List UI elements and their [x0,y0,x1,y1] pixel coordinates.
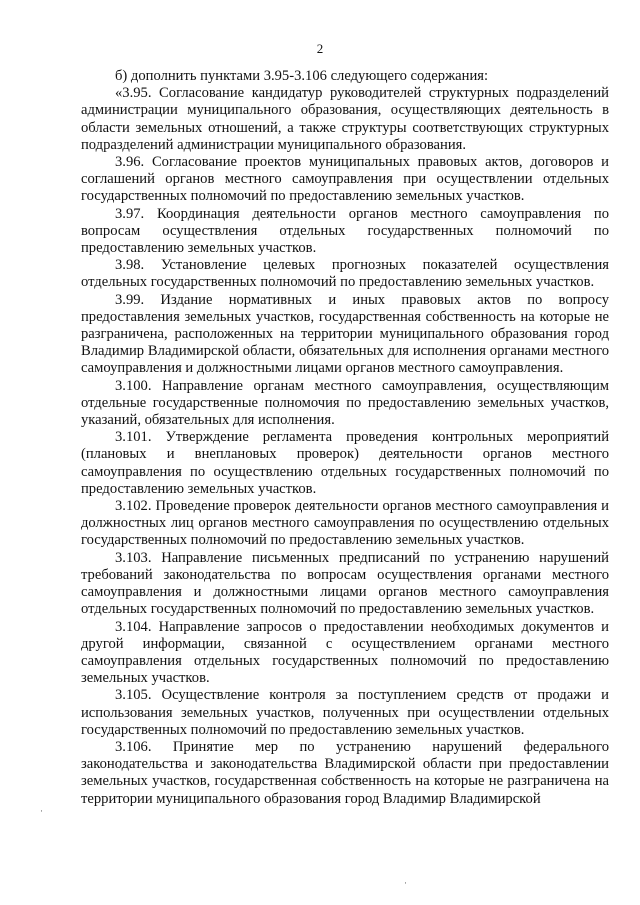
paragraph-3-102: 3.102. Проведение проверок деятельности органов местного самоуправления и должностных лиц органов местного самоуправления по осуществлению отдельных государственных полномочий по предоставлению земельных участков. [81,498,609,549]
paragraph-3-103: 3.103. Направление письменных предписаний по устранению нарушений требований законодательства по вопросам осуществления органами местного самоуправления и должностными лицами органов местного самоуправления отдельных государственных полномочий по предоставлению земельных участков. [81,549,609,618]
paragraph-3-97: 3.97. Координация деятельности органов местного самоуправления по вопросам осуществления отдельных государственных полномочий по предоставлению земельных участков. [81,205,609,257]
scan-speck: · [404,878,407,888]
paragraph-3-96: 3.96. Согласование проектов муниципальных правовых актов, договоров и соглашений органов местного самоуправления при осуществлении отдельных государственных полномочий по предоставлению земельных участков. [81,154,609,205]
page-number: 2 [316,41,324,56]
scan-speck: · [40,806,43,816]
paragraph-3-98: 3.98. Установление целевых прогнозных показателей осуществления отдельных государственных полномочий по предоставлению земельных участков. [81,257,609,291]
paragraph-3-104: 3.104. Направление запросов о предоставлении необходимых документов и другой информации, связанной с осуществлением органами местного самоуправления отдельных государственных полномочий по предоставлению земельных участков. [81,618,609,687]
paragraph-intro: б) дополнить пунктами 3.95-3.106 следующего содержания: [115,68,489,84]
paragraph-3-101: 3.101. Утверждение регламента проведения контрольных мероприятий (плановых и внеплановых проверок) деятельности органов местного самоуправления по осуществлению отдельных государственных полномочий по предоставлению земельных участков. [81,429,609,497]
document-body [81,68,609,808]
paragraph-3-100: 3.100. Направление органам местного самоуправления, осуществляющим отдельные государственные полномочия по предоставлению земельных участков, указаний, обязательных для исполнения. [81,377,609,429]
paragraph-3-106: 3.106. Принятие мер по устранению нарушений федерального законодательства и законодательства Владимирской области при предоставлении земельных участков, государственная собственность на которые не разграничена на территории муниципального образования город Владимир Владимирской [81,738,609,807]
paragraph-3-95: «3.95. Согласование кандидатур руководителей структурных подразделений администрации муниципального образования, осуществляющих деятельность в области земельных отношений, а также структуры соответствующих структурных подразделений администрации муниципального образования. [81,85,609,153]
paragraph-3-105: 3.105. Осуществление контроля за поступлением средств от продажи и использования земельных участков, полученных при осуществлении отдельных государственных полномочий по предоставлению земельных участков. [81,687,609,738]
paragraph-3-99: 3.99. Издание нормативных и иных правовых актов по вопросу предоставления земельных участков, государственная собственность на которые не разграничена, расположенных на территории муниципального образования город Владимир Владимирской области, обязательных для исполнения органами местного самоуправления и должностными лицами органов местного самоуправления. [81,291,609,377]
